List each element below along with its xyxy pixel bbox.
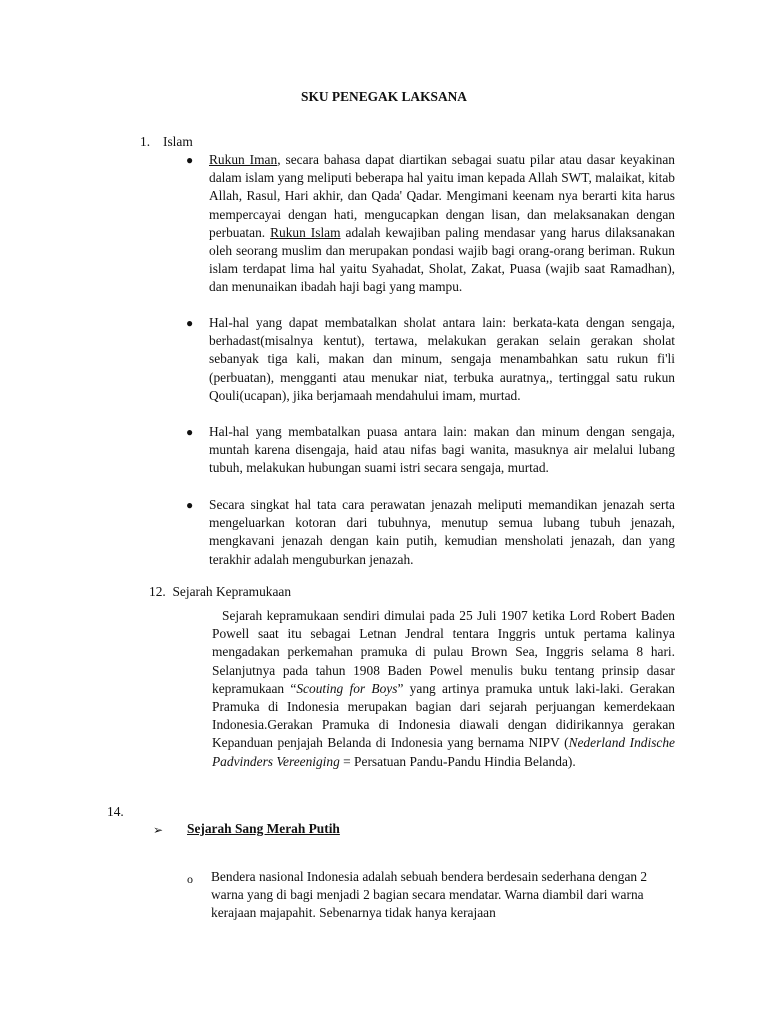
rukun-iman-term: Rukun Iman [209, 152, 278, 167]
list-item-text: adalah kewajiban paling mendasar yang harus dilaksanakan oleh seorang muslim dan merupakan pondasi wajib bagi orang-orang beriman. Rukun islam terdapat lima hal yaitu Syahadat, Sholat, Zakat, Puasa (wajib saat Ramadhan), dan menunaikan ibadah haji bagi yang mampu. [209, 224, 675, 295]
bullet-icon: ● [186, 425, 194, 439]
bullet-icon: ● [186, 316, 194, 330]
list-item [209, 151, 675, 297]
nipv-name: Nederland Indische Padvinders Vereeniging [212, 735, 675, 769]
list-item: Hal-hal yang membatalkan puasa antara lain: makan dan minum dengan sengaja, muntah karena disengaja, haid atau nifas bagi wanita, masuknya air melalui lubang tubuh, melakukan hubungan suami istri secara sengaja, murtad. [209, 424, 675, 476]
circle-bullet-icon: o [187, 872, 193, 886]
rukun-islam-term: Rukun Islam [270, 224, 341, 240]
kepramukaan-paragraph: Sejarah kepramukaan sendiri dimulai pada 25 Juli 1907 ketika Lord Robert Baden Powell saat itu sebagai Letnan Jendral tentara Inggris untuk pertama kalinya mengadakan perkemahan pramuka di pulau Brown Sea, Inggris selama 8 hari. Selanjutnya pada tahun 1908 Baden Powel menulis buku tentang prinsip dasar kepramukaan “Scouting for Boys” yang artinya pramuka untuk laki-laki. Gerakan Pramuka di Indonesia merupakan bagian dari sejarah perjuangan kemerdekaan Indonesia.Gerakan Pramuka di Indonesia diawali dengan didirikannya gerakan Kepanduan penjajah Belanda di Indonesia yang bernama NIPV (Nederland Indische Padvinders Vereeniging = Persatuan Pandu-Pandu Hindia Belanda). [212, 608, 675, 769]
section-heading-islam: Islam [163, 134, 193, 149]
list-item: Secara singkat hal tata cara perawatan jenazah meliputi memandikan jenazah serta mengeluarkan kotoran dari tubuhnya, menutup semua lubang tubuh jenazah, mengkavani jenazah dengan kain putih, kemudian mensholati jenazah, dan yang terakhir adalah menguburkan jenazah. [209, 497, 675, 567]
list-item: Hal-hal yang dapat membatalkan sholat antara lain: berkata-kata dengan sengaja, berhadast(misalnya kentut), tertawa, melakukan gerakan selain gerakan sholat sebanyak tiga kali, makan dan minum, sengaja menambahkan satu rukun fi'li (perbuatan), mengganti atau menukar niat, terbuka auratnya,, tertinggal satu rukun Qouli(ucapan), jika berjamaah mendahului imam, murtad. [209, 315, 675, 403]
section-heading-kepramukaan: Sejarah Kepramukaan [172, 584, 292, 599]
section-number: 14. [107, 804, 124, 819]
arrow-bullet-icon: ➢ [153, 823, 164, 837]
section-heading-merah-putih: Sejarah Sang Merah Putih [187, 821, 340, 836]
page-title: SKU PENEGAK LAKSANA [301, 89, 467, 104]
bullet-icon: ● [186, 153, 194, 167]
bullet-icon: ● [186, 498, 194, 512]
section-number: 1. [140, 134, 151, 149]
list-item-text: , secara bahasa dapat diartikan sebagai suatu pilar atau dasar keyakinan dalam islam yang meliputi beberapa hal yaitu iman kepada Allah SWT, malaikat, kitab Allah, Rasul, Hari akhir, dan Qada' Qadar. Mengimani keenam nya berarti kita harus mempercayai dengan hati, mengucapkan dengan lisan, dan melaksanakan dengan perbuatan. [209, 152, 675, 240]
section-number: 12. Sejarah Kepramukaan [149, 584, 292, 599]
book-title: Scouting for Boys [296, 680, 398, 696]
merah-putih-paragraph: Bendera nasional Indonesia adalah sebuah bendera berdesain sederhana dengan 2 warna yang di bagi menjadi 2 bagian secara mendatar. Warna diambil dari warna kerajaan majapahit. Sebenarnya tidak hanya kerajaan [211, 869, 648, 921]
